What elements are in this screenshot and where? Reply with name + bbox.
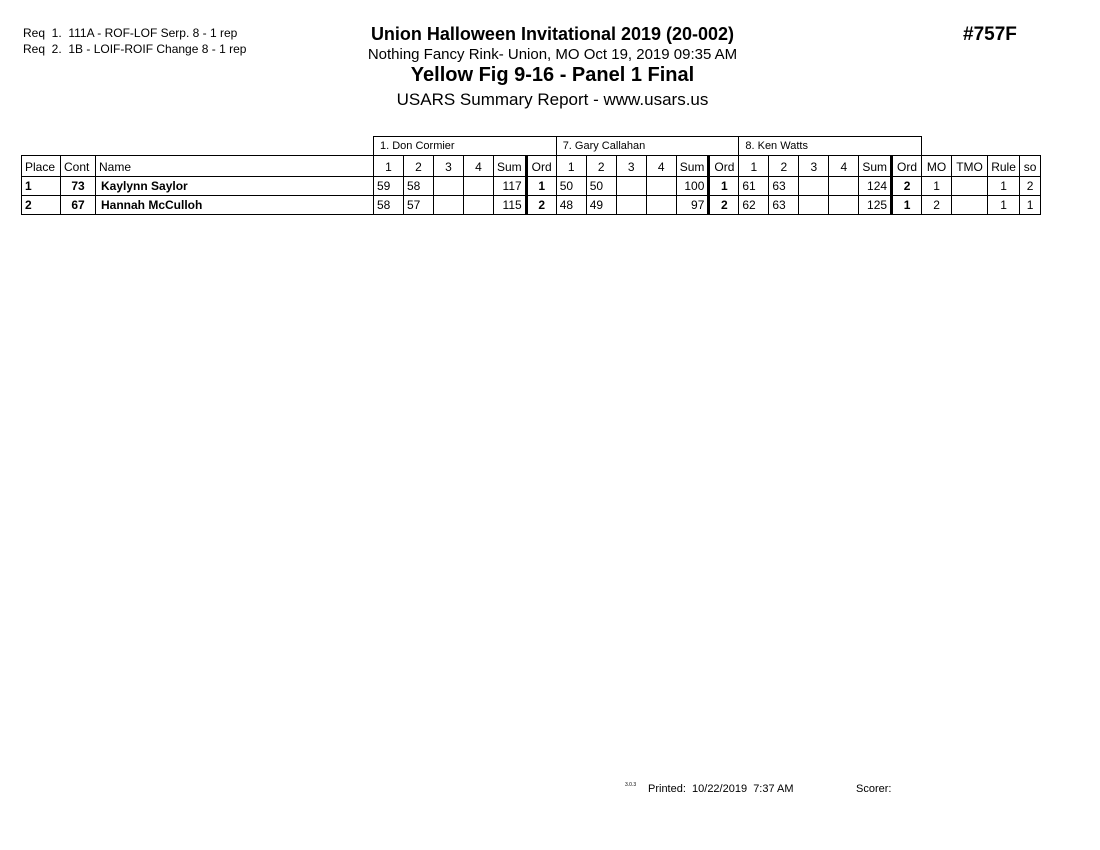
judge1-ord-cell: 1 xyxy=(526,177,556,196)
judge2-sum-cell: 100 xyxy=(676,177,709,196)
judge2-sum-cell: 97 xyxy=(676,196,709,215)
judge3-score4-cell xyxy=(829,177,859,196)
judge3-score4-cell xyxy=(829,196,859,215)
col-judge1-score2: 2 xyxy=(404,156,434,177)
judge1-sum-cell: 117 xyxy=(494,177,527,196)
judge3-score2-cell: 63 xyxy=(769,196,799,215)
rink-date-line: Nothing Fancy Rink- Union, MO Oct 19, 2019 09:35 AM xyxy=(367,46,738,63)
col-judge3-score3: 3 xyxy=(799,156,829,177)
col-judge3-sum: Sum xyxy=(859,156,892,177)
judge-3-name: 8. Ken Watts xyxy=(739,137,922,156)
judge2-score4-cell xyxy=(646,177,676,196)
judge1-score3-cell xyxy=(434,177,464,196)
judge1-ord-cell: 2 xyxy=(526,196,556,215)
judge1-score3-cell xyxy=(434,196,464,215)
col-name: Name xyxy=(96,156,374,177)
rule-cell: 1 xyxy=(988,196,1020,215)
col-judge2-score1: 1 xyxy=(556,156,586,177)
rule-cell: 1 xyxy=(988,177,1020,196)
cont-cell: 73 xyxy=(61,177,96,196)
col-judge2-sum: Sum xyxy=(676,156,709,177)
judge3-ord-cell: 2 xyxy=(892,177,922,196)
col-mo: MO xyxy=(922,156,952,177)
judge1-score2-cell: 58 xyxy=(404,177,434,196)
requirement-2: Req 2. 1B - LOIF-ROIF Change 8 - 1 rep xyxy=(23,42,247,56)
judge3-score1-cell: 61 xyxy=(739,177,769,196)
col-judge2-score4: 4 xyxy=(646,156,676,177)
col-so: so xyxy=(1020,156,1041,177)
judge1-score1-cell: 59 xyxy=(374,177,404,196)
mo-cell: 2 xyxy=(922,196,952,215)
judge-1-name: 1. Don Cormier xyxy=(374,137,557,156)
col-judge1-score4: 4 xyxy=(464,156,494,177)
col-judge2-score2: 2 xyxy=(586,156,616,177)
report-title: USARS Summary Report - www.usars.us xyxy=(396,90,709,109)
judge3-ord-cell: 1 xyxy=(892,196,922,215)
col-judge3-score2: 2 xyxy=(769,156,799,177)
skater-name-cell: Hannah McCulloh xyxy=(96,196,374,215)
judge1-score4-cell xyxy=(464,196,494,215)
judge3-score1-cell: 62 xyxy=(739,196,769,215)
judge3-sum-cell: 125 xyxy=(859,196,892,215)
judge1-score1-cell: 58 xyxy=(374,196,404,215)
results-table xyxy=(21,136,1041,215)
place-cell: 1 xyxy=(22,177,61,196)
judge2-ord-cell: 1 xyxy=(709,177,739,196)
judge2-score3-cell xyxy=(616,177,646,196)
col-judge3-score4: 4 xyxy=(829,156,859,177)
event-title: Union Halloween Invitational 2019 (20-002) xyxy=(370,24,735,44)
col-tmo: TMO xyxy=(952,156,988,177)
judge2-score1-cell: 50 xyxy=(556,177,586,196)
mo-cell: 1 xyxy=(922,177,952,196)
col-judge3-score1: 1 xyxy=(739,156,769,177)
so-cell: 2 xyxy=(1020,177,1041,196)
col-place: Place xyxy=(22,156,61,177)
judge2-score4-cell xyxy=(646,196,676,215)
judge3-sum-cell: 124 xyxy=(859,177,892,196)
software-version: 3.0.3 xyxy=(625,782,637,788)
judge2-score1-cell: 48 xyxy=(556,196,586,215)
col-judge2-ord: Ord xyxy=(709,156,739,177)
panel-title: Yellow Fig 9-16 - Panel 1 Final xyxy=(410,64,695,86)
col-cont: Cont xyxy=(61,156,96,177)
judge2-score2-cell: 49 xyxy=(586,196,616,215)
requirement-1: Req 1. 111A - ROF-LOF Serp. 8 - 1 rep xyxy=(23,26,238,40)
place-cell: 2 xyxy=(22,196,61,215)
tmo-cell xyxy=(952,177,988,196)
judge3-score3-cell xyxy=(799,196,829,215)
judge3-score2-cell: 63 xyxy=(769,177,799,196)
judge3-score3-cell xyxy=(799,177,829,196)
judge2-score3-cell xyxy=(616,196,646,215)
col-judge1-ord: Ord xyxy=(526,156,556,177)
judge1-score4-cell xyxy=(464,177,494,196)
so-cell: 1 xyxy=(1020,196,1041,215)
judge1-score2-cell: 57 xyxy=(404,196,434,215)
judge2-score2-cell: 50 xyxy=(586,177,616,196)
column-header-row xyxy=(22,156,1041,177)
cont-cell: 67 xyxy=(61,196,96,215)
judge-2-name: 7. Gary Callahan xyxy=(556,137,739,156)
scorer-label: Scorer: xyxy=(856,783,892,795)
col-judge3-ord: Ord xyxy=(892,156,922,177)
judge2-ord-cell: 2 xyxy=(709,196,739,215)
printed-timestamp: Printed: 10/22/2019 7:37 AM xyxy=(648,783,794,795)
skater-name-cell: Kaylynn Saylor xyxy=(96,177,374,196)
tmo-cell xyxy=(952,196,988,215)
col-judge2-score3: 3 xyxy=(616,156,646,177)
judge-header-row xyxy=(22,137,1041,156)
col-judge1-score3: 3 xyxy=(434,156,464,177)
table-row xyxy=(22,177,1041,196)
col-judge1-sum: Sum xyxy=(494,156,527,177)
col-judge1-score1: 1 xyxy=(374,156,404,177)
event-code: #757F xyxy=(963,24,1017,45)
col-rule: Rule xyxy=(988,156,1020,177)
table-row xyxy=(22,196,1041,215)
judge1-sum-cell: 115 xyxy=(494,196,527,215)
